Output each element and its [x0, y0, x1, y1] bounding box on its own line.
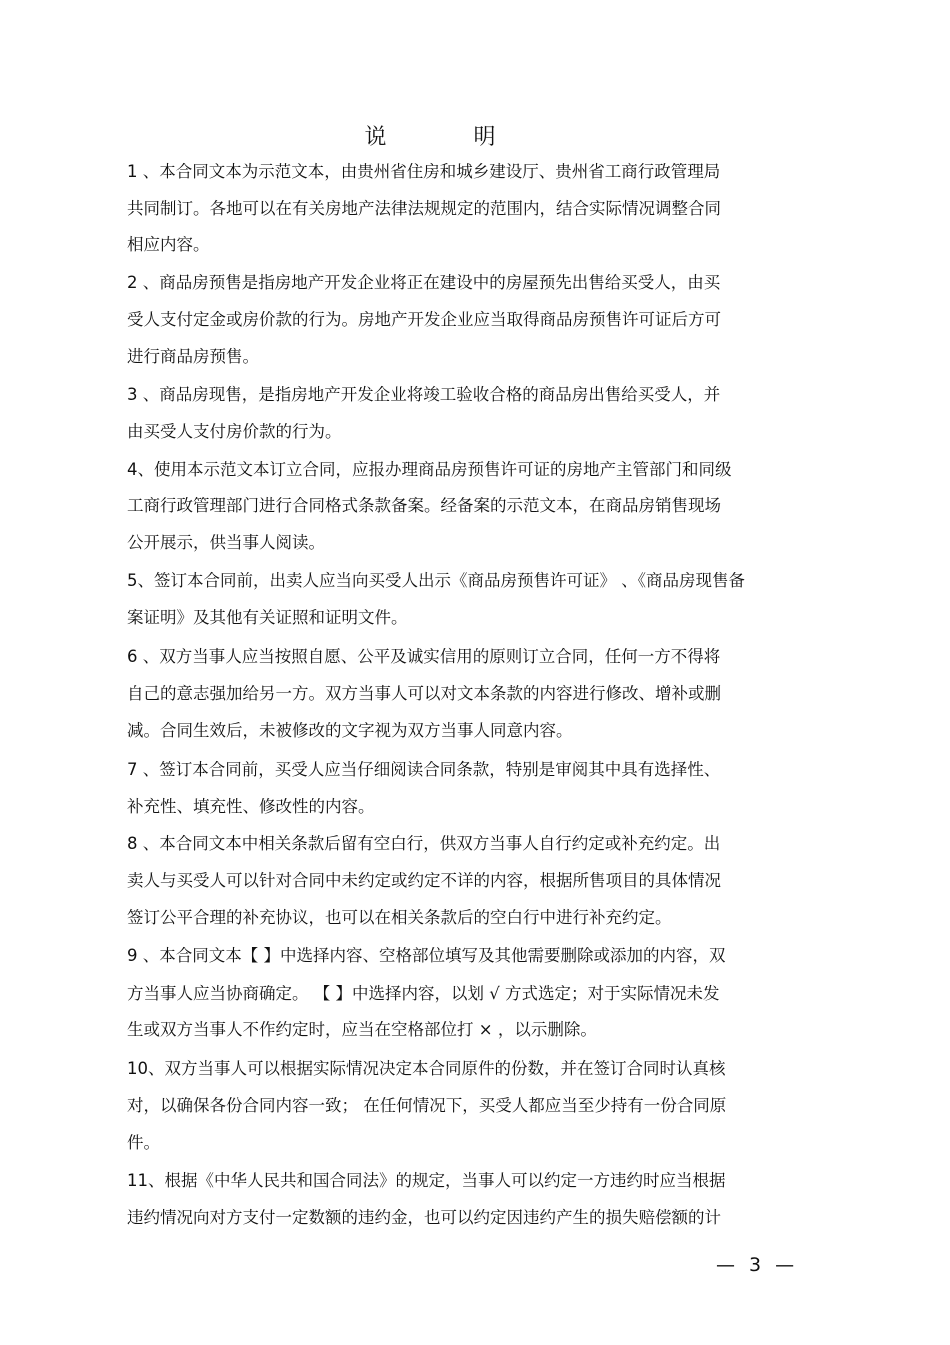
page-number: — 3 —: [716, 1254, 799, 1276]
text-line: 进行商品房预售。: [127, 347, 259, 366]
text-line: 7 、签订本合同前，买受人应当仔细阅读合同条款，特别是审阅其中具有选择性、: [127, 760, 721, 779]
text-line: 自己的意志强加给另一方。双方当事人可以对文本条款的内容进行修改、增补或删: [127, 684, 721, 703]
text-line: 10、双方当事人可以根据实际情况决定本合同原件的份数，并在签订合同时认真核: [127, 1059, 726, 1078]
text-line: 4、使用本示范文本订立合同，应报办理商品房预售许可证的房地产主管部门和同级: [127, 460, 732, 479]
text-line: 方当事人应当协商确定。 【 】中选择内容，以划 √ 方式选定；对于实际情况未发: [127, 984, 720, 1003]
text-line: 共同制订。各地可以在有关房地产法律法规规定的范围内，结合实际情况调整合同: [127, 199, 721, 218]
text-line: 相应内容。: [127, 235, 210, 254]
text-line: 由买受人支付房价款的行为。: [127, 422, 342, 441]
text-line: 案证明》及其他有关证照和证明文件。: [127, 608, 408, 627]
text-line: 补充性、填充性、修改性的内容。: [127, 797, 375, 816]
text-line: 公开展示，供当事人阅读。: [127, 533, 325, 552]
text-line: 8 、本合同文本中相关条款后留有空白行，供双方当事人自行约定或补充约定。出: [127, 834, 721, 853]
text-line: 减。合同生效后，未被修改的文字视为双方当事人同意内容。: [127, 721, 573, 740]
text-line: 5、签订本合同前，出卖人应当向买受人出示《商品房预售许可证》 、《商品房现售备: [127, 571, 745, 590]
text-line: 11、根据《中华人民共和国合同法》的规定，当事人可以约定一方违约时应当根据: [127, 1171, 726, 1190]
text-line: 6 、双方当事人应当按照自愿、公平及诚实信用的原则订立合同，任何一方不得将: [127, 647, 721, 666]
text-line: 对，以确保各份合同内容一致； 在任何情况下，买受人都应当至少持有一份合同原: [127, 1096, 727, 1115]
text-line: 违约情况向对方支付一定数额的违约金，也可以约定因违约产生的损失赔偿额的计: [127, 1208, 721, 1227]
text-line: 3 、商品房现售，是指房地产开发企业将竣工验收合格的商品房出售给买受人，并: [127, 385, 721, 404]
text-line: 卖人与买受人可以针对合同中未约定或约定不详的内容，根据所售项目的具体情况: [127, 871, 721, 890]
text-line: 件。: [127, 1133, 160, 1152]
text-line: 受人支付定金或房价款的行为。房地产开发企业应当取得商品房预售许可证后方可: [127, 310, 721, 329]
text-line: 生或双方当事人不作约定时，应当在空格部位打 × ，以示删除。: [127, 1020, 597, 1039]
text-line: 工商行政管理部门进行合同格式条款备案。经备案的示范文本，在商品房销售现场: [127, 496, 721, 515]
page-title: 说 明: [364, 125, 536, 150]
text-line: 1 、本合同文本为示范文本，由贵州省住房和城乡建设厅、贵州省工商行政管理局: [127, 162, 721, 181]
text-line: 9 、本合同文本【 】中选择内容、空格部位填写及其他需要删除或添加的内容，双: [127, 946, 726, 965]
text-line: 2 、商品房预售是指房地产开发企业将正在建设中的房屋预先出售给买受人，由买: [127, 273, 721, 292]
text-line: 签订公平合理的补充协议，也可以在相关条款后的空白行中进行补充约定。: [127, 908, 672, 927]
